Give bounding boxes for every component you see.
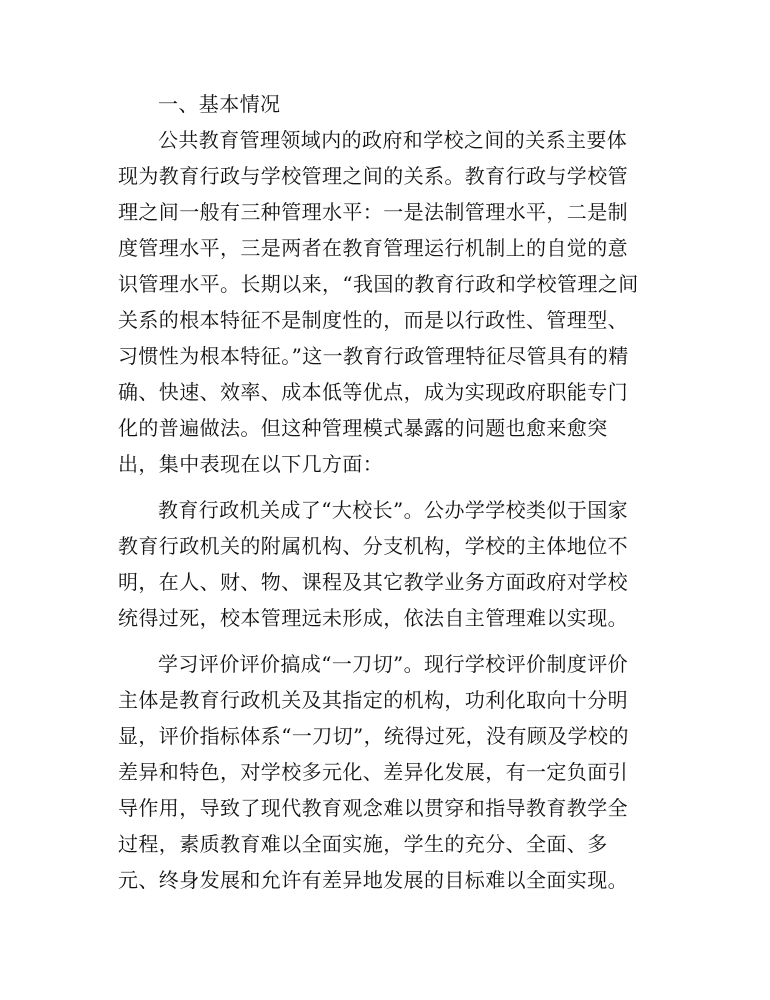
paragraph-line: 确、快速、效率、成本低等优点，成为实现政府职能专门 bbox=[118, 380, 628, 404]
paragraph-line: 元、终身发展和允许有差异地发展的目标难以全面实现。 bbox=[118, 868, 628, 892]
paragraph-line: 主体是教育行政机关及其指定的机构，功利化取向十分明 bbox=[118, 688, 628, 712]
paragraph-line: 教育行政机关的附属机构、分支机构，学校的主体地位不 bbox=[118, 534, 628, 558]
paragraph-line: 统得过死，校本管理远未形成，依法自主管理难以实现。 bbox=[118, 606, 628, 630]
paragraph-line: 教育行政机关成了“大校长”。公办学学校类似于国家 bbox=[158, 498, 629, 522]
paragraph-line: 度管理水平，三是两者在教育管理运行机制上的自觉的意 bbox=[118, 236, 628, 260]
paragraph-line: 过程，素质教育难以全面实施，学生的充分、全面、多 bbox=[118, 832, 608, 856]
paragraph-line: 导作用，导致了现代教育观念难以贯穿和指导教育教学全 bbox=[118, 796, 628, 820]
paragraph-line: 出，集中表现在以下几方面： bbox=[118, 452, 384, 476]
paragraph-line: 识管理水平。长期以来，“我国的教育行政和学校管理之间 bbox=[118, 272, 639, 296]
paragraph-line: 现为教育行政与学校管理之间的关系。教育行政与学校管 bbox=[118, 164, 628, 188]
paragraph-line: 化的普遍做法。但这种管理模式暴露的问题也愈来愈突 bbox=[118, 416, 608, 440]
paragraph-line: 学习评价评价搞成“一刀切”。现行学校评价制度评价 bbox=[158, 652, 629, 676]
paragraph-line: 差异和特色，对学校多元化、差异化发展，有一定负面引 bbox=[118, 760, 628, 784]
paragraph-line: 显，评价指标体系“一刀切”，统得过死，没有顾及学校的 bbox=[118, 724, 629, 748]
paragraph-line: 明，在人、财、物、课程及其它教学业务方面政府对学校 bbox=[118, 570, 628, 594]
paragraph-line: 关系的根本特征不是制度性的，而是以行政性、管理型、 bbox=[118, 308, 628, 332]
paragraph-line: 公共教育管理领域内的政府和学校之间的关系主要体 bbox=[158, 128, 628, 152]
section-heading: 一、基本情况 bbox=[158, 92, 281, 116]
paragraph-line: 习惯性为根本特征。”这一教育行政管理特征尽管具有的精 bbox=[118, 344, 629, 368]
paragraph-line: 理之间一般有三种管理水平：一是法制管理水平，二是制 bbox=[118, 200, 628, 224]
